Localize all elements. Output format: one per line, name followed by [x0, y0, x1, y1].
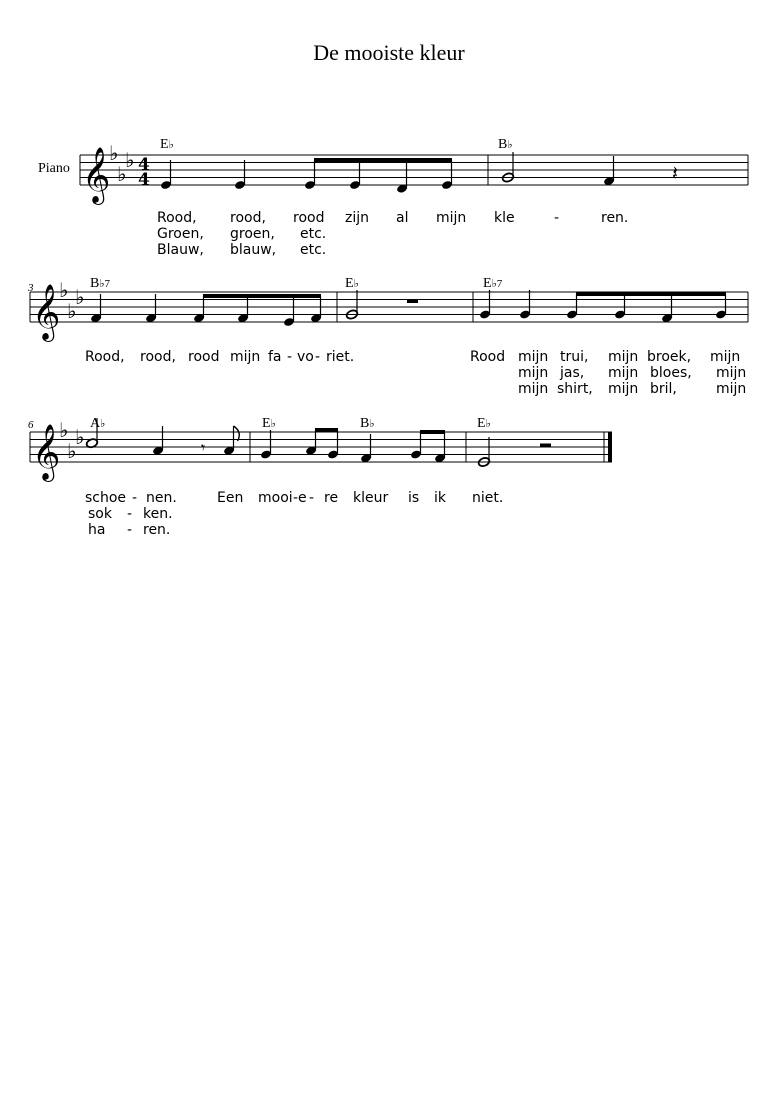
- svg-text:mijn: mijn: [518, 365, 549, 381]
- chord-symbol: E♭7: [483, 276, 503, 291]
- svg-text:fa: fa: [268, 349, 282, 365]
- svg-text:jas,: jas,: [560, 365, 585, 381]
- svg-text:broek,: broek,: [647, 349, 692, 365]
- svg-text:kleur: kleur: [353, 490, 389, 506]
- key-signature: [59, 418, 84, 463]
- svg-text:-: -: [127, 522, 133, 538]
- beam: [315, 428, 338, 432]
- instrument-name: Piano: [38, 161, 70, 176]
- lyrics-verse-2: [518, 365, 746, 381]
- measure-number: 6: [28, 419, 34, 431]
- svg-text:ren.: ren.: [143, 522, 171, 538]
- svg-text:-: -: [309, 490, 315, 506]
- svg-text:shirt,: shirt,: [557, 381, 593, 397]
- svg-text:♭: ♭: [117, 162, 127, 186]
- beam: [203, 294, 321, 298]
- svg-text:is: is: [408, 490, 420, 506]
- system-3: [28, 416, 612, 538]
- svg-text:♭: ♭: [59, 278, 69, 302]
- song-title: De mooiste kleur: [313, 40, 465, 65]
- svg-text:e: e: [298, 490, 307, 506]
- svg-text:mijn: mijn: [518, 381, 549, 397]
- svg-text:zijn: zijn: [345, 210, 370, 226]
- lyrics-verse-3: [157, 242, 326, 258]
- svg-text:♭: ♭: [59, 418, 69, 442]
- chord-symbol: E♭: [262, 416, 276, 431]
- measure-2: [502, 152, 679, 186]
- staff-lines: [30, 292, 748, 322]
- lyrics-verse-2: [157, 226, 326, 242]
- svg-text:sok: sok: [88, 506, 112, 522]
- beam: [420, 430, 445, 434]
- chord-symbol: E♭: [477, 416, 491, 431]
- svg-text:ren.: ren.: [601, 210, 629, 226]
- svg-text:schoe: schoe: [85, 490, 127, 506]
- svg-text:Rood,: Rood,: [85, 349, 125, 365]
- svg-text:-: -: [127, 506, 133, 522]
- treble-clef-icon: 𝄞: [32, 284, 61, 340]
- quarter-rest-icon: 𝄽: [672, 161, 679, 185]
- chord-symbol: A♭: [90, 416, 106, 431]
- svg-text:♭: ♭: [67, 439, 77, 463]
- svg-text:Blauw,: Blauw,: [157, 242, 204, 258]
- measure-4: [346, 290, 418, 320]
- svg-text:♭: ♭: [109, 141, 119, 165]
- staff-lines: [30, 432, 612, 462]
- lyrics-verse-3: [518, 381, 746, 397]
- svg-text:al: al: [396, 210, 409, 226]
- svg-text:Groen,: Groen,: [157, 226, 204, 242]
- svg-text:Rood,: Rood,: [157, 210, 197, 226]
- beam: [314, 158, 452, 162]
- svg-text:mijn: mijn: [716, 365, 747, 381]
- svg-text:♭: ♭: [125, 148, 135, 172]
- svg-text:bloes,: bloes,: [650, 365, 692, 381]
- lyrics-verse-2: [88, 506, 173, 522]
- treble-clef-icon: 𝄞: [32, 424, 61, 480]
- beam: [576, 292, 726, 296]
- chord-symbol: B♭: [360, 416, 375, 431]
- svg-text:mijn: mijn: [716, 381, 747, 397]
- svg-text:-: -: [132, 490, 138, 506]
- svg-text:re: re: [324, 490, 339, 506]
- measure-1: [160, 158, 453, 194]
- svg-text:-: -: [293, 490, 299, 506]
- chord-symbol: E♭: [345, 276, 359, 291]
- measure-8: [478, 437, 551, 467]
- svg-text:niet.: niet.: [472, 490, 504, 506]
- svg-text:trui,: trui,: [560, 349, 589, 365]
- svg-text:4: 4: [138, 155, 150, 175]
- svg-text:rood,: rood,: [140, 349, 176, 365]
- svg-text:nen.: nen.: [146, 490, 177, 506]
- lyrics-verse-3: [88, 522, 170, 538]
- time-signature: [138, 155, 150, 190]
- svg-text:-: -: [287, 349, 293, 365]
- svg-text:-: -: [554, 210, 560, 226]
- svg-text:rood: rood: [293, 210, 325, 226]
- system-1: [80, 137, 748, 258]
- svg-text:mijn: mijn: [518, 349, 549, 365]
- svg-text:riet.: riet.: [326, 349, 355, 365]
- svg-text:4: 4: [138, 170, 150, 190]
- svg-text:mijn: mijn: [710, 349, 741, 365]
- measure-number: 3: [28, 282, 34, 294]
- lyrics-verse-1: [157, 210, 628, 226]
- svg-text:Een: Een: [217, 490, 244, 506]
- svg-text:mijn: mijn: [436, 210, 467, 226]
- chord-symbol: E♭: [160, 137, 174, 152]
- svg-text:♭: ♭: [67, 299, 77, 323]
- svg-text:vo: vo: [297, 349, 314, 365]
- svg-text:mijn: mijn: [608, 381, 639, 397]
- svg-text:mijn: mijn: [608, 349, 639, 365]
- svg-text:mooi: mooi: [258, 490, 293, 506]
- svg-text:ik: ik: [434, 490, 446, 506]
- lyrics-verse-1: [85, 349, 740, 365]
- chord-symbol: B♭: [498, 137, 513, 152]
- eighth-rest-icon: 𝄾: [201, 438, 206, 457]
- svg-text:♭: ♭: [75, 285, 85, 309]
- svg-text:mijn: mijn: [230, 349, 261, 365]
- flag: [234, 426, 240, 441]
- svg-text:rood: rood: [188, 349, 220, 365]
- half-rest-icon: [540, 444, 551, 448]
- treble-clef-icon: 𝄞: [82, 147, 111, 203]
- measure-7: [260, 428, 446, 463]
- key-signature: [109, 141, 134, 186]
- svg-text:bril,: bril,: [650, 381, 677, 397]
- svg-text:blauw,: blauw,: [230, 242, 277, 258]
- chord-symbol: B♭7: [90, 276, 111, 291]
- lyrics-verse-1: [85, 490, 503, 506]
- svg-text:ha: ha: [88, 522, 106, 538]
- half-rest-icon: [407, 300, 418, 304]
- svg-text:Rood: Rood: [470, 349, 506, 365]
- svg-text:♭: ♭: [75, 425, 85, 449]
- svg-text:groen,: groen,: [230, 226, 275, 242]
- svg-text:etc.: etc.: [300, 226, 327, 242]
- svg-text:mijn: mijn: [608, 365, 639, 381]
- svg-text:rood,: rood,: [230, 210, 266, 226]
- svg-text:kle: kle: [494, 210, 515, 226]
- svg-text:etc.: etc.: [300, 242, 327, 258]
- key-signature: [59, 278, 84, 323]
- system-2: [27, 276, 748, 397]
- svg-text:ken.: ken.: [143, 506, 173, 522]
- svg-text:-: -: [315, 349, 321, 365]
- measure-6: [86, 418, 240, 457]
